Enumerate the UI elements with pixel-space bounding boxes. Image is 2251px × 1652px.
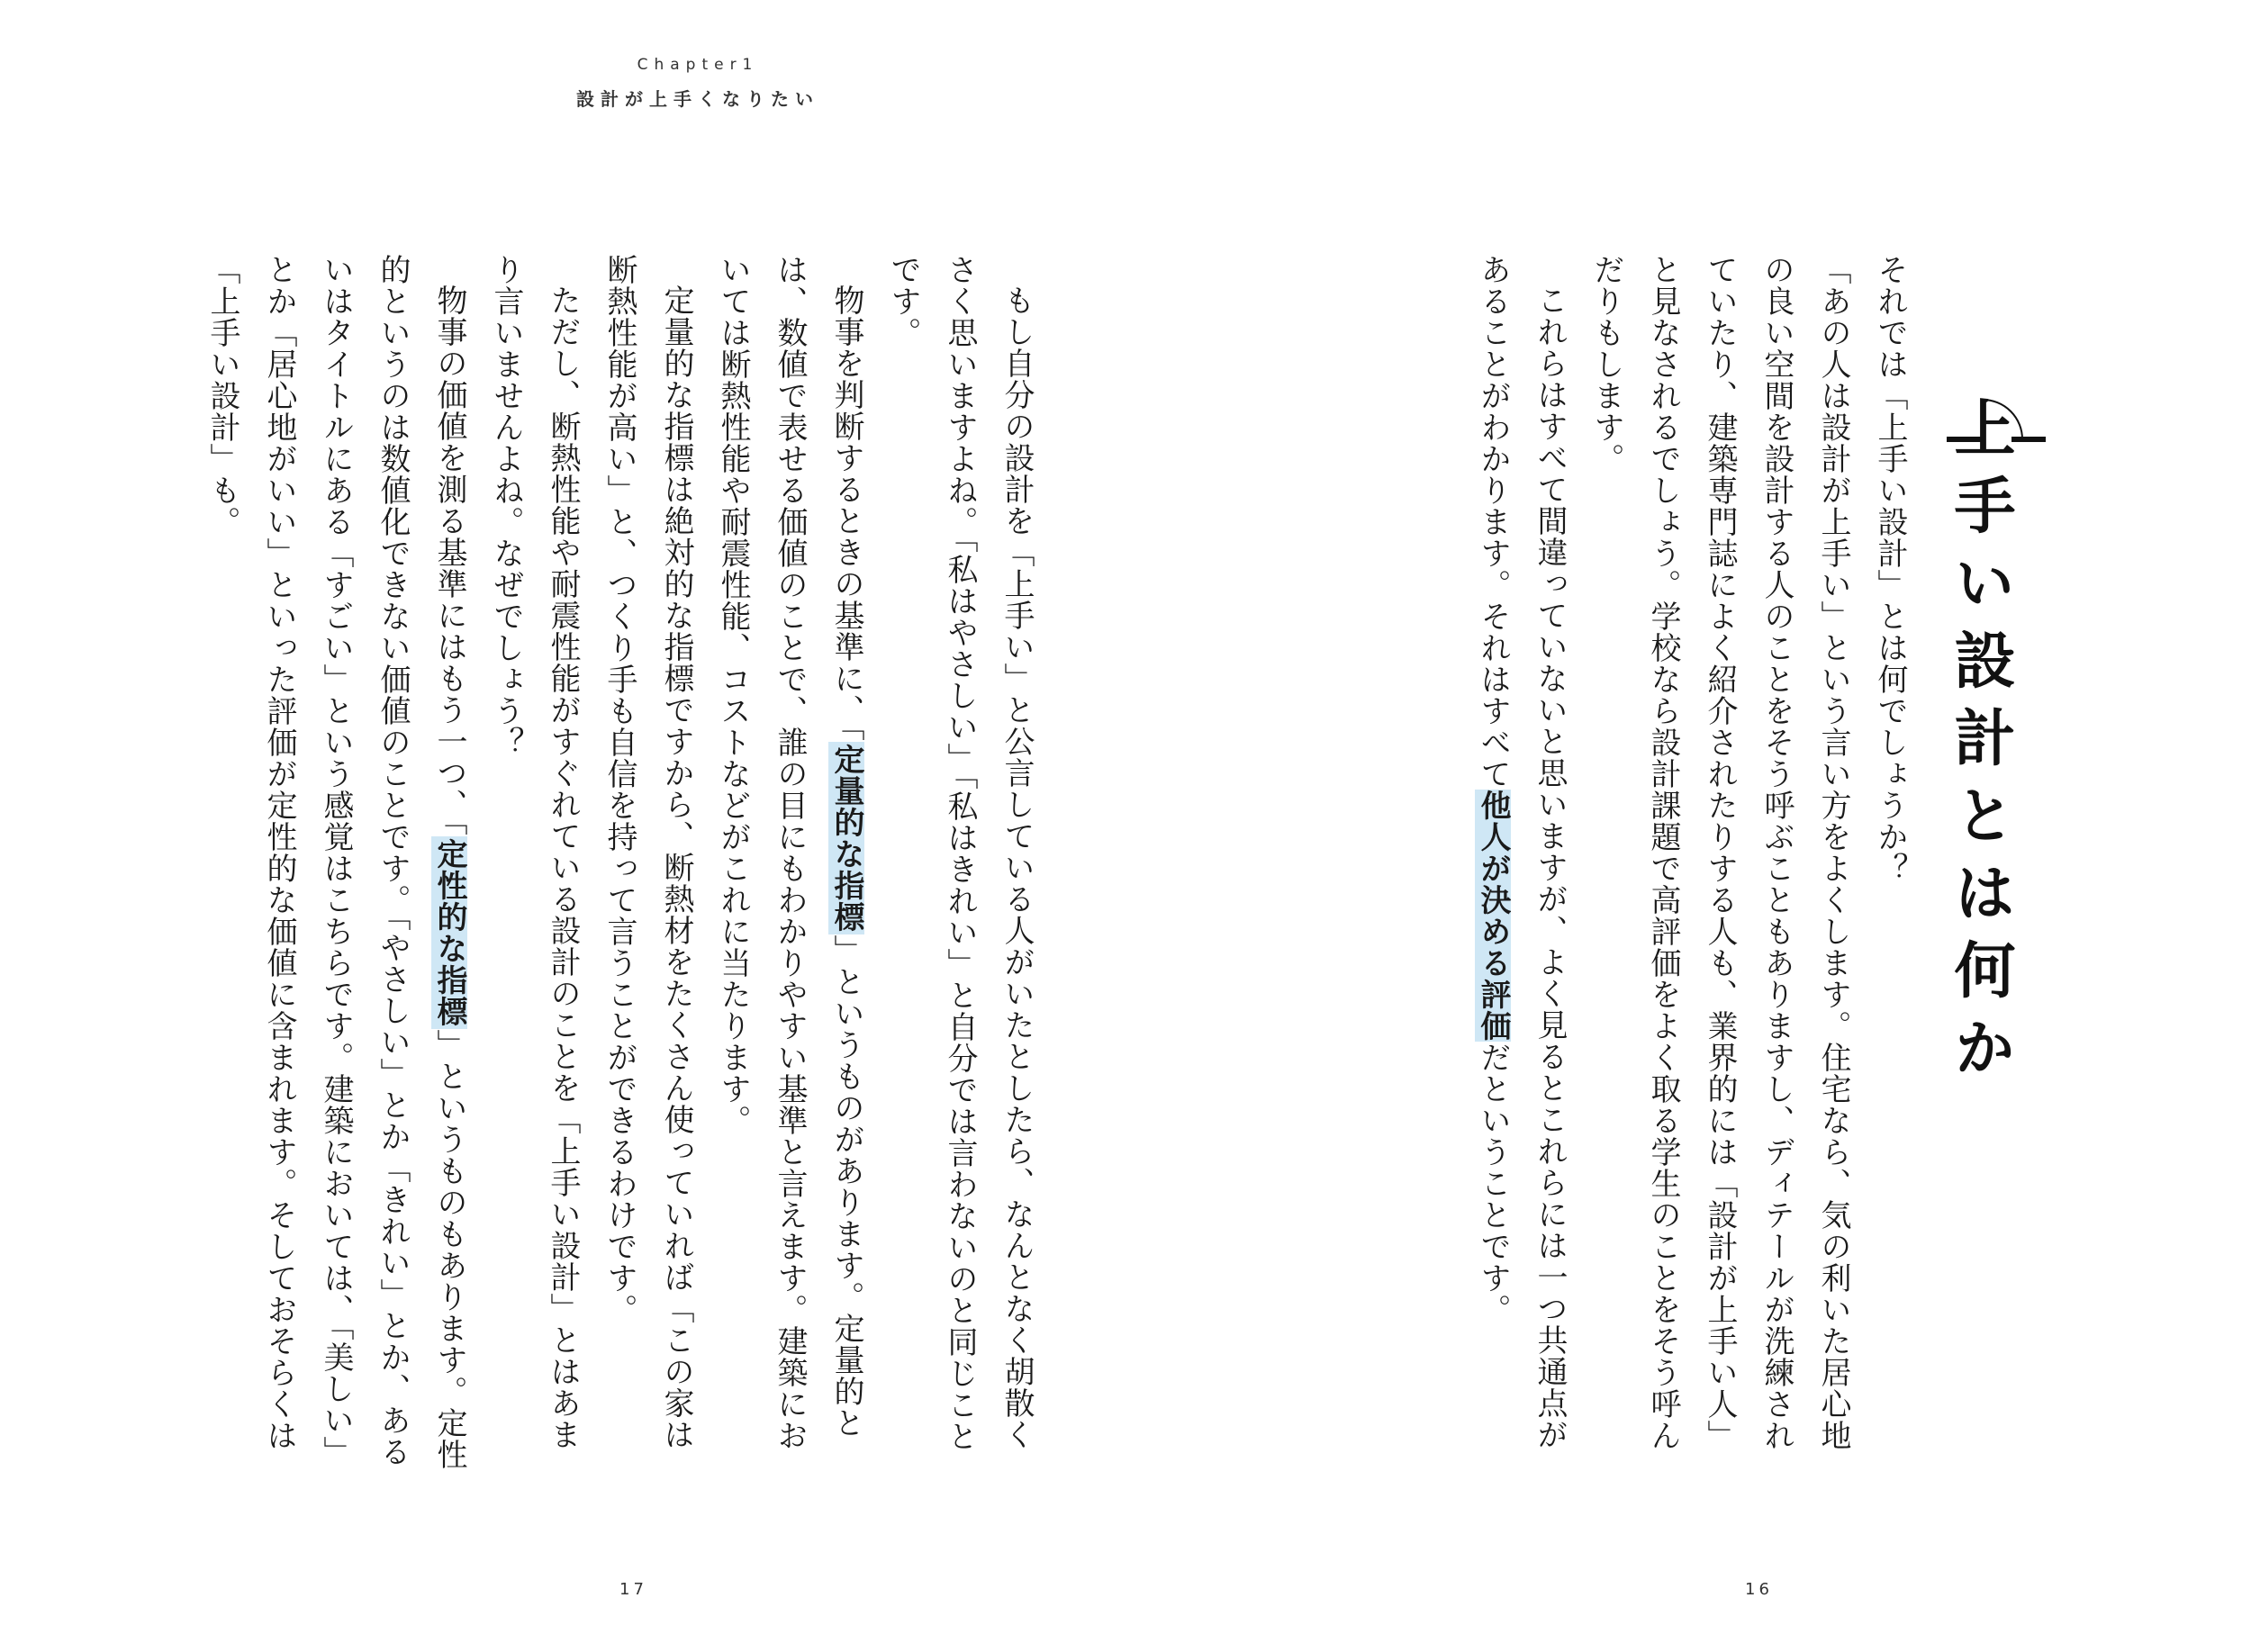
folio-16: 16 <box>1745 1580 1773 1599</box>
section-title-wrap <box>1936 396 2023 1093</box>
paragraph-5-after: 」というものがあります。定量的とは、数値で表せる価値のことで、誰の目にもわかりやすい基準と言えます。建築においては断熱性能や耐震性能、コストなどがこれに当たります。 <box>715 254 864 1451</box>
paragraph-8 <box>194 254 477 1478</box>
paragraph-6: 定量的な指標は絶対的な指標ですから、断熱材をたくさん使っていれば「この家は断熱性能が高い」と、つくり手も自信を持って言うことができるわけです。 <box>601 254 694 1450</box>
paragraph-7: ただし、断熱性能や耐震性能がすぐれている設計のことを「上手い設計」とはあまり言いませんよね。なぜでしょう？ <box>488 254 581 1450</box>
page-16 <box>1126 0 2251 1652</box>
paragraph-5-before: 物事を判断するときの基準に、「 <box>828 284 864 742</box>
paragraph-3-before: これらはすべて間違っていないと思いますが、よく見るとこれらには一つ共通点があることがわかります。それはすべて <box>1475 254 1568 1450</box>
paragraph-1: それでは「上手い設計」とは何でしょうか？ <box>1872 254 1908 884</box>
highlight-qualitative: 定性的な指標 <box>431 838 467 1027</box>
chapter-label: Chapter1 <box>637 56 759 74</box>
paragraph-4: もし自分の設計を「上手い」と公言している人がいたとしたら、なんとなく胡散くさく思いますよね。「私はやさしい」「私はきれい」と自分では言わないのと同じことです。 <box>885 254 1035 1452</box>
body-text-right <box>1464 254 1918 1478</box>
highlight-quantitative: 定量的な指標 <box>828 744 864 933</box>
paragraph-2: 「あの人は設計が上手い」という言い方をよくします。住宅なら、気の利いた居心地の良い空間を設計する人のことをそう呼ぶこともありますし、ディテールが洗練されていたり、建築専門誌によく紹介されたりする人も、業界的には「設計が上手い人」と見なされるでしょう。学校なら設計課題で高評価をよく取る学生のことをそう呼んだりもします。 <box>1588 254 1851 1451</box>
highlight-term: 他人が決める評価 <box>1475 790 1511 1042</box>
body-text-left <box>194 254 1044 1478</box>
running-head <box>576 56 819 111</box>
paragraph-3 <box>1464 254 1578 1478</box>
section-title: 上手い設計とは何か <box>1944 396 2015 1093</box>
paragraph-5 <box>704 254 874 1478</box>
chapter-title: 設計が上手くなりたい <box>576 88 819 110</box>
paragraph-3-after: だということです。 <box>1475 1042 1511 1325</box>
folio-17: 17 <box>619 1580 647 1599</box>
paragraph-8-after: 」というものもあります。定性的というのは数値化できない価値のことです。「やさしい」とか「きれい」とか、あるいはタイトルにある「すごい」という感覚はこちらです。建築においては、「美しい」とか「居心地がいい」といった評価が定性的な価値に含まれます。そしておそらくは「上手い設計」も。 <box>204 254 467 1470</box>
paragraph-8-before: 物事の価値を測る基準にはもう一つ、「 <box>431 284 467 836</box>
